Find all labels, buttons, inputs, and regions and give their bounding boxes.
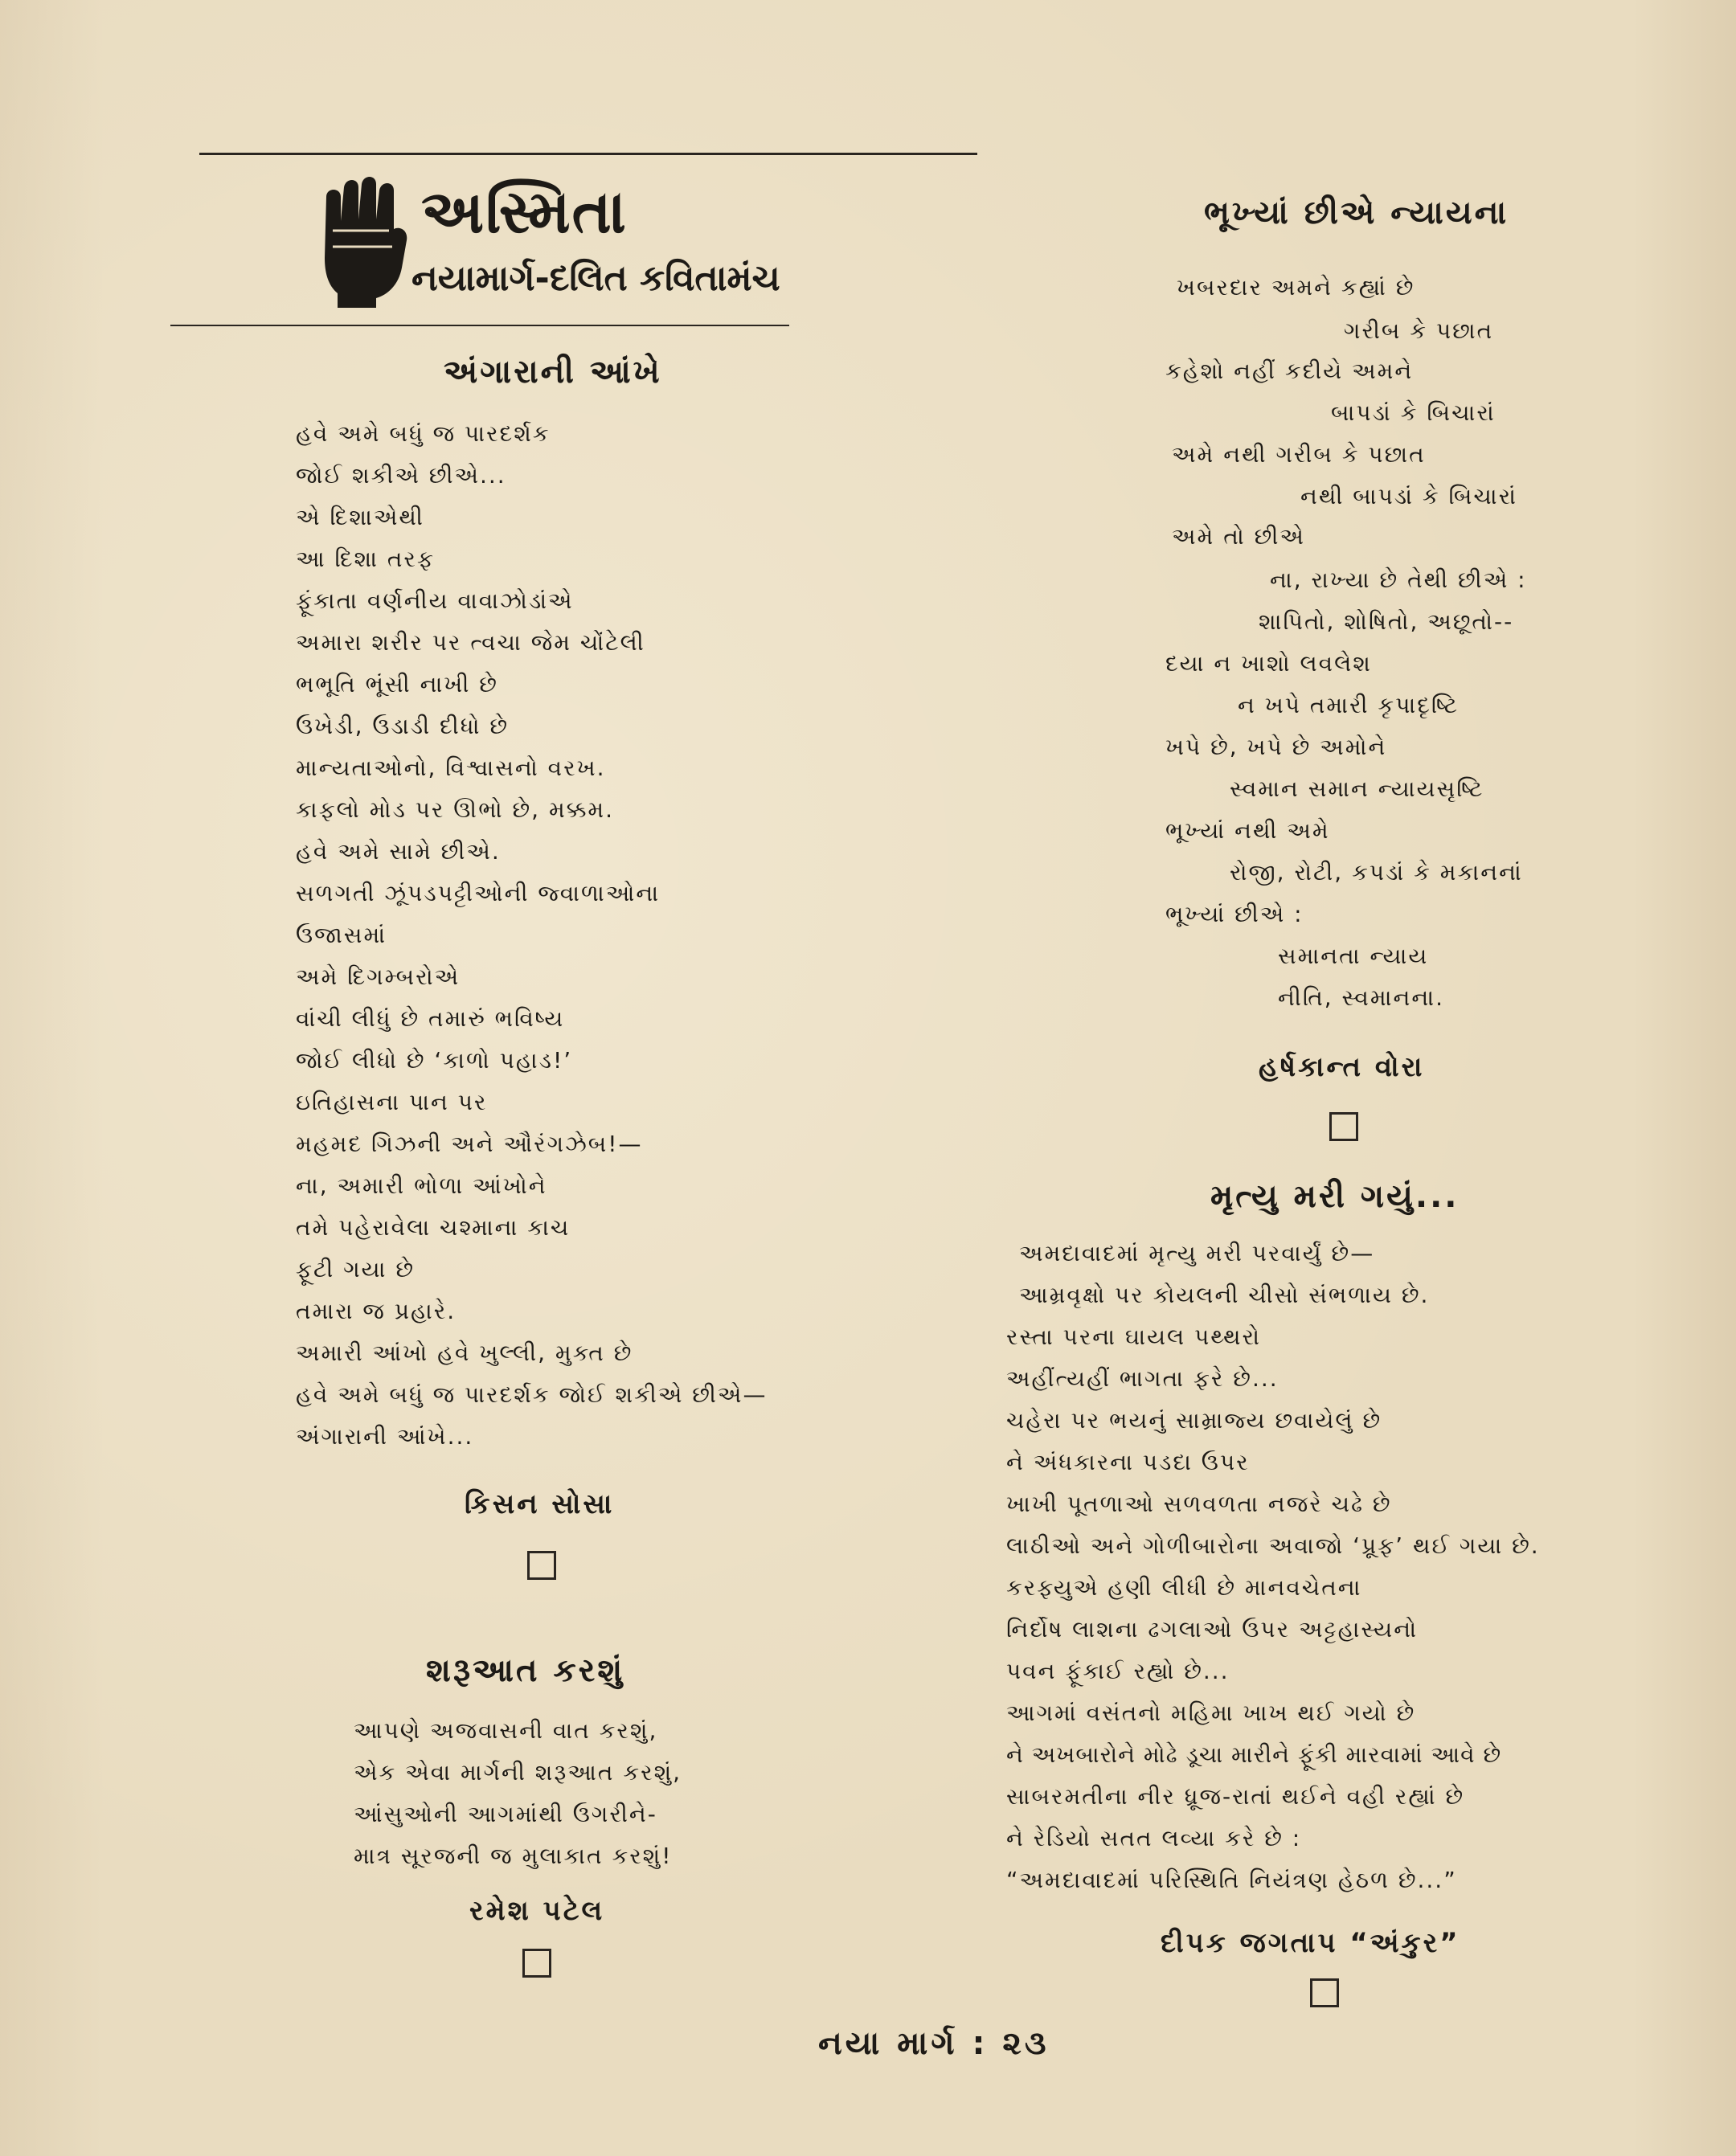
poem-line: ના, અમારી ભોળા આંખોને — [296, 1172, 547, 1199]
poem-line: આ દિશા તરફ — [296, 546, 435, 572]
separator-box — [527, 1551, 556, 1580]
poem-line: સમાનતા ન્યાય — [1278, 943, 1429, 969]
poem-line: ભભૂતિ ભૂંસી નાખી છે — [296, 671, 498, 698]
poem-line: શાપિતો, શોષિતો, અછૂતો-- — [1259, 608, 1514, 635]
poem-line: કહેશો નહીં કદીયે અમને — [1165, 358, 1414, 384]
poem-line: લાઠીઓ અને ગોળીબારોના અવાજો ‘પ્રૂફ’ થઈ ગયા છે. — [1006, 1532, 1540, 1559]
page-footer: નયા માર્ગ : ૨૩ — [818, 2025, 1050, 2062]
poem-line: મહમદ ગિઝની અને ઔરંગઝેબ!— — [296, 1131, 643, 1157]
header-subtitle: નયામાર્ગ-દલિત કવિતામંચ — [411, 258, 780, 299]
poem-line: અમે તો છીએ — [1172, 523, 1305, 550]
poem-line: ન ખપે તમારી કૃપાદૃષ્ટિ — [1238, 692, 1460, 718]
raised-fist-icon — [309, 173, 413, 309]
poem-line: આમ્રવૃક્ષો પર કોયલની ચીસો સંભળાય છે. — [1019, 1282, 1430, 1308]
poem-line: ગરીબ કે પછાત — [1344, 317, 1494, 344]
poem-line: તમારા જ પ્રહારે. — [296, 1298, 457, 1324]
poem-line: ને અખબારોને મોઢે ડૂચા મારીને ફૂંકી મારવામાં આવે છે — [1006, 1741, 1502, 1768]
poem-line: અમારી આંખો હવે ખુલ્લી, મુક્ત છે — [296, 1340, 633, 1366]
poem-line: ઇતિહાસના પાન પર — [296, 1089, 488, 1115]
poem-author: દીપક જગતાપ “અંકુર” — [1161, 1927, 1460, 1959]
poem-line: પવન ફૂંકાઈ રહ્યો છે... — [1006, 1658, 1230, 1684]
poem-line: અમદાવાદમાં મૃત્યુ મરી પરવાર્યું છે— — [1019, 1240, 1375, 1266]
poem-line: અમારા શરીર પર ત્વચા જેમ ચોંટેલી — [296, 629, 645, 656]
poem-line: તમે પહેરાવેલા ચશ્માના કાચ — [296, 1214, 571, 1241]
poem-line: આપણે અજવાસની વાત કરશું, — [354, 1717, 658, 1744]
poem-line: અમે નથી ગરીબ કે પછાત — [1172, 441, 1426, 468]
poem-title: શરૂઆત કરશું — [426, 1652, 625, 1689]
poem-title: અંગારાની આંખે — [444, 354, 662, 391]
header-bottom-rule — [170, 325, 789, 326]
poem-line: માત્ર સૂરજની જ મુલાકાત કરશું! — [354, 1843, 673, 1869]
poem-line: સ્વમાન સમાન ન્યાયસૃષ્ટિ — [1230, 775, 1484, 802]
poem-line: માન્યતાઓનો, વિશ્વાસનો વરખ. — [296, 755, 606, 781]
poem-line: ઉજાસમાં — [296, 922, 387, 948]
poem-line: ખાખી પૂતળાઓ સળવળતા નજરે ચઢે છે — [1006, 1491, 1392, 1517]
header-top-rule — [199, 153, 977, 155]
poem-line: ખબરદાર અમને કહ્યાં છે — [1177, 274, 1415, 301]
poem-line: સળગતી ઝૂંપડપટ્ટીઓની જ્વાળાઓના — [296, 880, 661, 906]
poem-line: સાબરમતીના નીર ધ્રૂજ-રાતાં થઈને વહી રહ્યાં છે — [1006, 1783, 1465, 1810]
poem-line: રસ્તા પરના ઘાયલ પથ્થરો — [1006, 1323, 1261, 1350]
poem-line: ઉખેડી, ઉડાડી દીધો છે — [296, 713, 510, 739]
poem-line: જોઈ લીધો છે ‘કાળો પહાડ!’ — [296, 1047, 573, 1074]
poem-line: બાપડાં કે બિચારાં — [1331, 399, 1496, 426]
poem-line: ના, રાખ્યા છે તેથી છીએ : — [1270, 567, 1527, 593]
poem-line: ફૂટી ગયા છે — [296, 1256, 415, 1283]
poem-line: એ દિશાએથી — [296, 504, 424, 530]
header-title: અસ્મિતા — [421, 178, 628, 247]
poem-title: મૃત્યુ મરી ગયું... — [1210, 1178, 1460, 1215]
poem-line: હવે અમે સામે છીએ. — [296, 838, 501, 865]
poem-line: “અમદાવાદમાં પરિસ્થિતિ નિયંત્રણ હેઠળ છે...” — [1006, 1867, 1457, 1893]
header-logo — [309, 173, 831, 317]
poem-line: કરફ્યુએ હણી લીધી છે માનવચેતના — [1006, 1574, 1362, 1601]
poem-line: દયા ન ખાશો લવલેશ — [1165, 650, 1372, 677]
poem-author: હર્ષકાન્ત વોરા — [1259, 1051, 1425, 1083]
poem-line: નીતિ, સ્વમાનના. — [1278, 984, 1444, 1011]
poem-line: રોજી, રોટી, કપડાં કે મકાનનાં — [1230, 859, 1523, 886]
poem-line: અંગારાની આંખે... — [296, 1423, 474, 1450]
separator-box — [522, 1949, 551, 1978]
poem-author: કિસન સોસા — [465, 1488, 615, 1520]
poem-line: અહીંત્યહીં ભાગતા ફરે છે... — [1006, 1365, 1279, 1392]
poem-line: ફૂંકાતા વર્ણનીય વાવાઝોડાંએ — [296, 587, 574, 614]
separator-box — [1310, 1978, 1339, 2007]
poem-line: નિર્દોષ લાશના ઢગલાઓ ઉપર અટ્ટહાસ્યનો — [1006, 1616, 1419, 1643]
separator-box — [1329, 1112, 1358, 1141]
poem-line: નથી બાપડાં કે બિચારાં — [1300, 483, 1517, 509]
poem-line: ચહેરા પર ભયનું સામ્રાજ્ય છવાયેલું છે — [1006, 1407, 1382, 1434]
poem-line: આંસુઓની આગમાંથી ઉગરીને- — [354, 1801, 657, 1827]
poem-line: અમે દિગમ્બરોએ — [296, 963, 461, 990]
poem-line: ભૂખ્યાં નથી અમે — [1165, 817, 1330, 844]
poem-title: ભૂખ્યાં છીએ ન્યાયના — [1204, 194, 1509, 231]
poem-author: રમેશ પટેલ — [469, 1895, 605, 1927]
poem-line: વાંચી લીધું છે તમારું ભવિષ્ય — [296, 1005, 565, 1032]
poem-line: જોઈ શકીએ છીએ... — [296, 462, 506, 489]
poem-line: ખપે છે, ખપે છે અમોને — [1165, 734, 1387, 760]
poem-line: આગમાં વસંતનો મહિમા ખાખ થઈ ગયો છે — [1006, 1700, 1416, 1726]
poem-line: ને રેડિયો સતત લવ્યા કરે છે : — [1006, 1825, 1302, 1851]
poem-line: ભૂખ્યાં છીએ : — [1165, 901, 1304, 927]
poem-line: કાફલો મોડ પર ઊભો છે, મક્કમ. — [296, 796, 615, 823]
poem-line: હવે અમે બધું જ પારદર્શક જોઈ શકીએ છીએ— — [296, 1381, 768, 1408]
poem-line: ને અંધકારના પડદા ઉપર — [1006, 1449, 1250, 1475]
poem-line: એક એવા માર્ગની શરૂઆત કરશું, — [354, 1759, 682, 1786]
poem-line: હવે અમે બધું જ પારદર્શક — [296, 420, 551, 447]
